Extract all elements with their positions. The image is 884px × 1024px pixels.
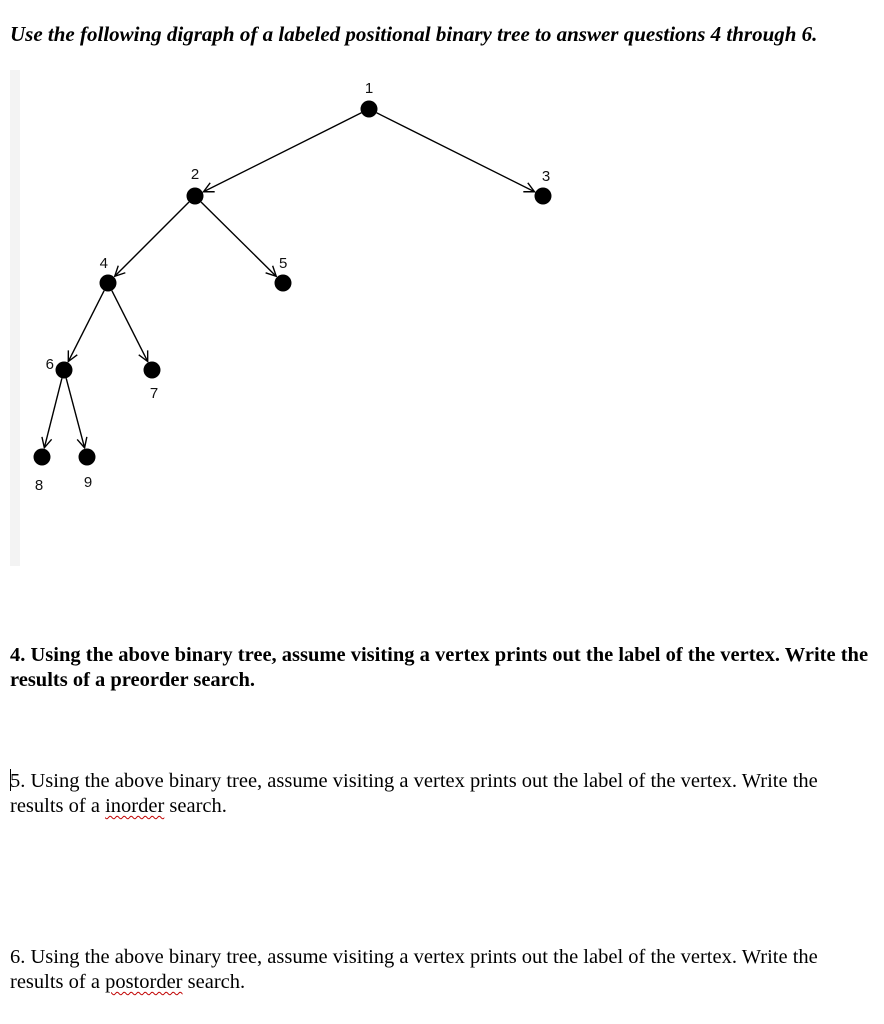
- binary-tree-svg: [0, 60, 884, 575]
- tree-node-4: [100, 275, 117, 292]
- tree-edge-2-5: [201, 202, 276, 276]
- tree-edge-6-9: [66, 378, 84, 448]
- tree-edge-1-3: [377, 113, 535, 192]
- tree-node-5: [275, 275, 292, 292]
- tree-node-2: [187, 188, 204, 205]
- figure-margin-strip: [10, 70, 20, 566]
- question-6-prefix: 6. Using the above binary tree, assume visiting a vertex prints out the label of the vertex. Write the results of a: [10, 946, 818, 993]
- tree-edge-4-7: [112, 291, 148, 362]
- tree-node-label-3: 3: [541, 168, 551, 185]
- tree-node-label-2: 2: [190, 166, 200, 183]
- tree-node-label-4: 4: [99, 255, 108, 272]
- tree-edge-1-2: [203, 113, 361, 192]
- tree-edge-6-8: [44, 378, 62, 448]
- question-5-keyword: inorder: [105, 795, 165, 817]
- tree-node-label-9: 9: [83, 474, 93, 491]
- question-6-suffix: search.: [182, 971, 246, 993]
- question-4: [10, 643, 876, 693]
- tree-edge-4-6: [68, 291, 104, 362]
- question-6: [10, 945, 876, 995]
- tree-node-label-6: 6: [45, 356, 54, 373]
- question-4-text: 4. Using the above binary tree, assume visiting a vertex prints out the label of the vertex. Write the results of a preorder search.: [10, 644, 869, 691]
- tree-node-8: [34, 449, 51, 466]
- question-6-keyword: postorder: [105, 971, 183, 993]
- tree-edge-2-4: [115, 202, 189, 276]
- tree-node-label-1: 1: [364, 80, 374, 97]
- intro-instruction: Use the following digraph of a labeled positional binary tree to answer questions 4 through 6.: [10, 22, 818, 46]
- question-5-prefix: 5. Using the above binary tree, assume visiting a vertex prints out the label of the vertex. Write the results of a: [10, 770, 818, 817]
- tree-node-label-5: 5: [279, 255, 288, 272]
- question-5: [10, 769, 876, 819]
- question-5-suffix: search.: [164, 795, 227, 817]
- tree-node-6: [56, 362, 73, 379]
- tree-node-7: [144, 362, 161, 379]
- tree-node-1: [361, 101, 378, 118]
- tree-node-9: [79, 449, 96, 466]
- tree-node-label-8: 8: [34, 477, 44, 494]
- tree-node-3: [535, 188, 552, 205]
- tree-node-label-7: 7: [149, 385, 159, 402]
- binary-tree-figure: [0, 60, 884, 575]
